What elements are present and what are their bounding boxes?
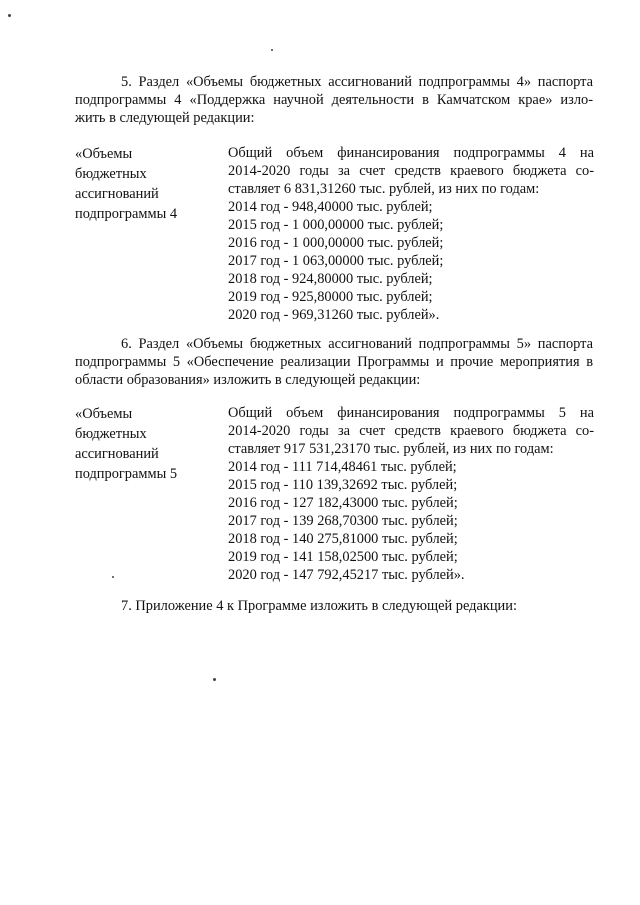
label-line: «Объемы <box>75 146 133 162</box>
scan-speck <box>112 576 114 578</box>
year-line: 2018 год - 924,80000 тыс. рублей; <box>228 271 433 287</box>
section-5-line-3: жить в следующей редакции: <box>75 110 255 126</box>
section-6-content <box>228 404 594 584</box>
intro-line: 2014-2020 годы за счет средств краевого бюджета со- <box>228 423 594 439</box>
intro-line: ставляет 917 531,23170 тыс. рублей, из них по годам: <box>228 441 554 457</box>
section-5-line-2: подпрограммы 4 «Поддержка научной деятельности в Камчатском крае» изло- <box>75 92 593 108</box>
year-line: 2015 год - 1 000,00000 тыс. рублей; <box>228 217 444 233</box>
year-line: 2016 год - 1 000,00000 тыс. рублей; <box>228 235 444 251</box>
section-5-line-1: 5. Раздел «Объемы бюджетных ассигнований подпрограммы 4» паспорта <box>121 74 593 90</box>
year-line: 2020 год - 147 792,45217 тыс. рублей». <box>228 567 465 583</box>
year-line: 2017 год - 139 268,70300 тыс. рублей; <box>228 513 458 529</box>
section-6-line-1: 6. Раздел «Объемы бюджетных ассигнований подпрограммы 5» паспорта <box>121 336 593 352</box>
label-line: «Объемы <box>75 406 133 422</box>
intro-line: Общий объем финансирования подпрограммы 4 на <box>228 145 594 161</box>
year-line: 2016 год - 127 182,43000 тыс. рублей; <box>228 495 458 511</box>
intro-line: Общий объем финансирования подпрограммы 5 на <box>228 405 594 421</box>
label-line: подпрограммы 5 <box>75 466 178 482</box>
intro-line: ставляет 6 831,31260 тыс. рублей, из них по годам: <box>228 181 540 197</box>
section-6-label <box>75 404 225 484</box>
label-line: бюджетных <box>75 166 147 182</box>
year-line: 2018 год - 140 275,81000 тыс. рублей; <box>228 531 458 547</box>
scan-speck <box>213 678 216 681</box>
year-line: 2014 год - 111 714,48461 тыс. рублей; <box>228 459 457 475</box>
intro-line: 2014-2020 годы за счет средств краевого бюджета со- <box>228 163 594 179</box>
year-line: 2020 год - 969,31260 тыс. рублей». <box>228 307 440 323</box>
label-line: бюджетных <box>75 426 147 442</box>
section-6-paragraph <box>75 335 593 389</box>
label-line: ассигнований <box>75 446 159 462</box>
section-5-content <box>228 144 594 324</box>
year-line: 2017 год - 1 063,00000 тыс. рублей; <box>228 253 444 269</box>
section-5-label <box>75 144 225 224</box>
scan-speck <box>8 14 11 17</box>
scan-speck <box>271 49 273 51</box>
section-7-text: 7. Приложение 4 к Программе изложить в следующей редакции: <box>121 598 517 614</box>
section-5-paragraph <box>75 73 593 127</box>
label-line: подпрограммы 4 <box>75 206 178 222</box>
section-6-line-3: области образования» изложить в следующей редакции: <box>75 372 421 388</box>
year-line: 2014 год - 948,40000 тыс. рублей; <box>228 199 433 215</box>
year-line: 2019 год - 925,80000 тыс. рублей; <box>228 289 433 305</box>
year-line: 2019 год - 141 158,02500 тыс. рублей; <box>228 549 458 565</box>
year-line: 2015 год - 110 139,32692 тыс. рублей; <box>228 477 458 493</box>
label-line: ассигнований <box>75 186 159 202</box>
section-6-line-2: подпрограммы 5 «Обеспечение реализации Программы и прочие мероприятия в <box>75 354 593 370</box>
